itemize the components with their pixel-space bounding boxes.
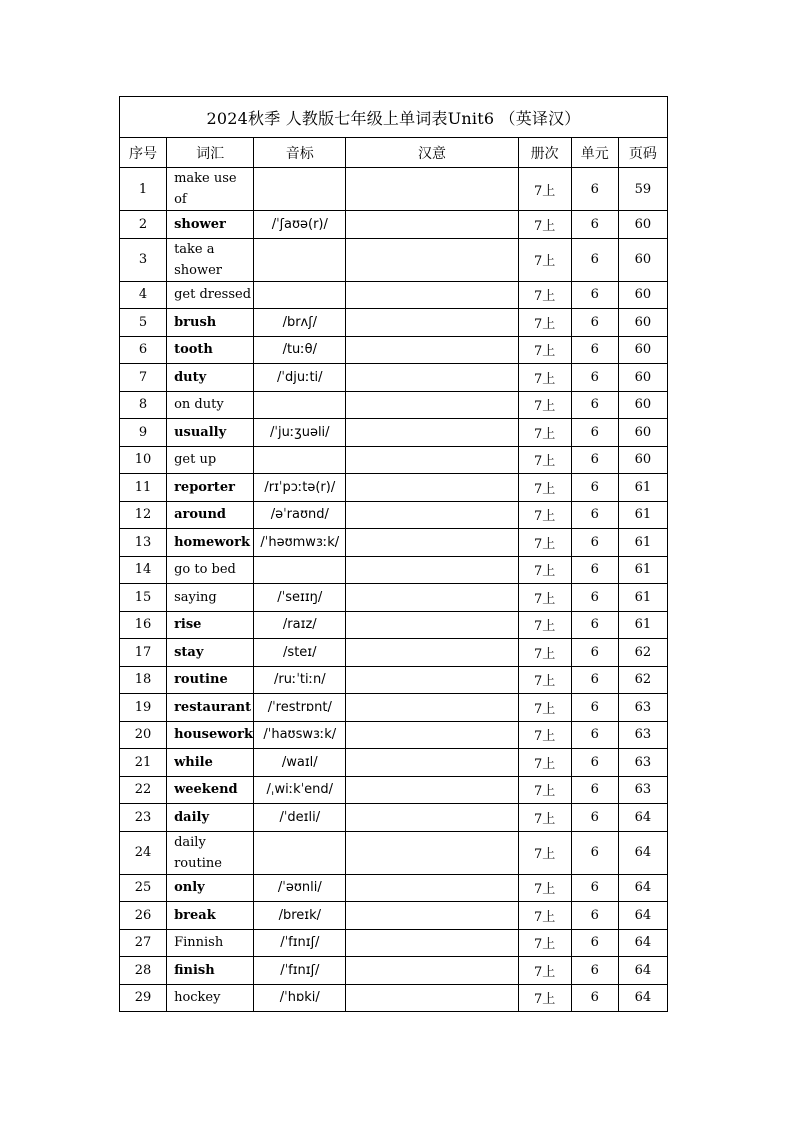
row-number: 25	[120, 874, 167, 902]
table-row	[120, 309, 668, 337]
row-number: 2	[120, 211, 167, 239]
row-meaning	[346, 446, 518, 474]
row-meaning	[346, 529, 518, 557]
row-page: 61	[618, 529, 667, 557]
header-row	[120, 138, 668, 168]
row-word: get dressed	[167, 281, 254, 309]
table-row	[120, 721, 668, 749]
row-book: 7上	[518, 168, 571, 211]
row-phonetic: /waɪl/	[254, 749, 346, 777]
row-book: 7上	[518, 776, 571, 804]
row-word: homework	[167, 529, 254, 557]
row-book: 7上	[518, 694, 571, 722]
table-row	[120, 211, 668, 239]
row-number: 5	[120, 309, 167, 337]
row-page: 60	[618, 238, 667, 281]
row-book: 7上	[518, 364, 571, 392]
table-row	[120, 929, 668, 957]
row-meaning	[346, 474, 518, 502]
row-phonetic	[254, 281, 346, 309]
row-phonetic: /brʌʃ/	[254, 309, 346, 337]
row-number: 8	[120, 391, 167, 419]
row-number: 26	[120, 902, 167, 930]
row-book: 7上	[518, 446, 571, 474]
row-phonetic: /ˈfɪnɪʃ/	[254, 957, 346, 985]
row-book: 7上	[518, 929, 571, 957]
row-meaning	[346, 611, 518, 639]
row-book: 7上	[518, 902, 571, 930]
row-unit: 6	[571, 336, 618, 364]
row-phonetic: /breɪk/	[254, 902, 346, 930]
row-phonetic: /əˈraʊnd/	[254, 501, 346, 529]
row-word: break	[167, 902, 254, 930]
row-unit: 6	[571, 929, 618, 957]
row-number: 15	[120, 584, 167, 612]
row-phonetic: /ˈseɪɪŋ/	[254, 584, 346, 612]
row-word: daily	[167, 804, 254, 832]
table-row	[120, 902, 668, 930]
row-book: 7上	[518, 984, 571, 1012]
row-number: 18	[120, 666, 167, 694]
row-meaning	[346, 238, 518, 281]
row-word: hockey	[167, 984, 254, 1012]
row-book: 7上	[518, 721, 571, 749]
row-unit: 6	[571, 902, 618, 930]
table-row	[120, 611, 668, 639]
row-meaning	[346, 831, 518, 874]
row-phonetic: /rɪˈpɔːtə(r)/	[254, 474, 346, 502]
row-book: 7上	[518, 831, 571, 874]
row-word: make use of	[167, 168, 254, 211]
row-meaning	[346, 556, 518, 584]
row-phonetic: /ˈdeɪli/	[254, 804, 346, 832]
row-number: 7	[120, 364, 167, 392]
row-number: 28	[120, 957, 167, 985]
row-word: finish	[167, 957, 254, 985]
row-unit: 6	[571, 611, 618, 639]
row-page: 61	[618, 474, 667, 502]
row-unit: 6	[571, 584, 618, 612]
row-word: tooth	[167, 336, 254, 364]
row-unit: 6	[571, 666, 618, 694]
row-phonetic: /ˈhaʊswɜːk/	[254, 721, 346, 749]
row-word: routine	[167, 666, 254, 694]
row-number: 6	[120, 336, 167, 364]
row-phonetic	[254, 168, 346, 211]
header-page: 页码	[618, 138, 667, 168]
row-page: 60	[618, 419, 667, 447]
header-phonetic: 音标	[254, 138, 346, 168]
row-phonetic	[254, 391, 346, 419]
row-phonetic: /ˌwiːkˈend/	[254, 776, 346, 804]
row-page: 61	[618, 501, 667, 529]
row-page: 63	[618, 694, 667, 722]
row-word: duty	[167, 364, 254, 392]
row-book: 7上	[518, 556, 571, 584]
row-phonetic: /ˈdjuːti/	[254, 364, 346, 392]
row-book: 7上	[518, 309, 571, 337]
row-meaning	[346, 419, 518, 447]
row-phonetic	[254, 238, 346, 281]
row-page: 61	[618, 611, 667, 639]
row-meaning	[346, 804, 518, 832]
row-book: 7上	[518, 211, 571, 239]
table-row	[120, 391, 668, 419]
row-page: 64	[618, 831, 667, 874]
row-book: 7上	[518, 584, 571, 612]
row-meaning	[346, 639, 518, 667]
table-row	[120, 831, 668, 874]
row-unit: 6	[571, 446, 618, 474]
table-title: 2024秋季 人教版七年级上单词表Unit6 （英译汉）	[120, 97, 668, 138]
row-meaning	[346, 694, 518, 722]
row-book: 7上	[518, 804, 571, 832]
row-phonetic: /ˈrestrɒnt/	[254, 694, 346, 722]
table-row	[120, 776, 668, 804]
row-number: 27	[120, 929, 167, 957]
header-word: 词汇	[167, 138, 254, 168]
row-page: 60	[618, 336, 667, 364]
row-meaning	[346, 309, 518, 337]
row-word: rise	[167, 611, 254, 639]
header-unit: 单元	[571, 138, 618, 168]
row-number: 1	[120, 168, 167, 211]
row-page: 64	[618, 957, 667, 985]
table-row	[120, 556, 668, 584]
row-number: 24	[120, 831, 167, 874]
row-number: 4	[120, 281, 167, 309]
row-word: daily routine	[167, 831, 254, 874]
row-word: shower	[167, 211, 254, 239]
row-page: 60	[618, 309, 667, 337]
row-unit: 6	[571, 804, 618, 832]
row-unit: 6	[571, 168, 618, 211]
row-unit: 6	[571, 501, 618, 529]
header-num: 序号	[120, 138, 167, 168]
row-phonetic: /raɪz/	[254, 611, 346, 639]
row-page: 63	[618, 721, 667, 749]
row-word: reporter	[167, 474, 254, 502]
row-page: 64	[618, 874, 667, 902]
row-unit: 6	[571, 957, 618, 985]
row-unit: 6	[571, 309, 618, 337]
row-phonetic	[254, 556, 346, 584]
row-book: 7上	[518, 666, 571, 694]
row-meaning	[346, 929, 518, 957]
row-page: 64	[618, 984, 667, 1012]
row-phonetic: /steɪ/	[254, 639, 346, 667]
header-book: 册次	[518, 138, 571, 168]
row-phonetic: /ˈfɪnɪʃ/	[254, 929, 346, 957]
row-unit: 6	[571, 721, 618, 749]
row-book: 7上	[518, 874, 571, 902]
row-unit: 6	[571, 874, 618, 902]
row-page: 64	[618, 902, 667, 930]
table-row	[120, 364, 668, 392]
table-row	[120, 749, 668, 777]
table-row	[120, 446, 668, 474]
row-phonetic: /ˈʃaʊə(r)/	[254, 211, 346, 239]
row-word: brush	[167, 309, 254, 337]
row-unit: 6	[571, 556, 618, 584]
row-number: 3	[120, 238, 167, 281]
row-meaning	[346, 957, 518, 985]
row-unit: 6	[571, 529, 618, 557]
row-number: 20	[120, 721, 167, 749]
row-meaning	[346, 211, 518, 239]
row-word: get up	[167, 446, 254, 474]
row-meaning	[346, 336, 518, 364]
row-word: housework	[167, 721, 254, 749]
row-meaning	[346, 364, 518, 392]
table-row	[120, 804, 668, 832]
row-number: 17	[120, 639, 167, 667]
row-unit: 6	[571, 419, 618, 447]
table-row	[120, 529, 668, 557]
row-meaning	[346, 501, 518, 529]
row-word: weekend	[167, 776, 254, 804]
table-row	[120, 501, 668, 529]
row-page: 62	[618, 639, 667, 667]
row-meaning	[346, 776, 518, 804]
table-row	[120, 874, 668, 902]
row-word: only	[167, 874, 254, 902]
row-number: 22	[120, 776, 167, 804]
row-number: 10	[120, 446, 167, 474]
table-row	[120, 584, 668, 612]
row-page: 61	[618, 584, 667, 612]
row-book: 7上	[518, 639, 571, 667]
header-meaning: 汉意	[346, 138, 518, 168]
row-meaning	[346, 391, 518, 419]
row-page: 59	[618, 168, 667, 211]
row-number: 21	[120, 749, 167, 777]
table-row	[120, 474, 668, 502]
row-phonetic: /ˈəʊnli/	[254, 874, 346, 902]
row-book: 7上	[518, 474, 571, 502]
row-meaning	[346, 749, 518, 777]
table-row	[120, 666, 668, 694]
row-unit: 6	[571, 639, 618, 667]
row-word: Finnish	[167, 929, 254, 957]
row-word: around	[167, 501, 254, 529]
row-number: 9	[120, 419, 167, 447]
row-number: 12	[120, 501, 167, 529]
row-page: 60	[618, 281, 667, 309]
row-meaning	[346, 666, 518, 694]
row-phonetic	[254, 831, 346, 874]
row-word: restaurant	[167, 694, 254, 722]
row-phonetic: /ruːˈtiːn/	[254, 666, 346, 694]
row-page: 62	[618, 666, 667, 694]
row-book: 7上	[518, 419, 571, 447]
row-page: 64	[618, 804, 667, 832]
row-meaning	[346, 721, 518, 749]
row-word: while	[167, 749, 254, 777]
row-page: 60	[618, 446, 667, 474]
row-meaning	[346, 902, 518, 930]
row-unit: 6	[571, 211, 618, 239]
row-book: 7上	[518, 501, 571, 529]
row-page: 60	[618, 211, 667, 239]
table-row	[120, 238, 668, 281]
table-row	[120, 639, 668, 667]
row-meaning	[346, 584, 518, 612]
row-unit: 6	[571, 984, 618, 1012]
row-word: go to bed	[167, 556, 254, 584]
row-number: 16	[120, 611, 167, 639]
row-phonetic: /tuːθ/	[254, 336, 346, 364]
row-number: 29	[120, 984, 167, 1012]
row-book: 7上	[518, 391, 571, 419]
row-page: 64	[618, 929, 667, 957]
table-row	[120, 694, 668, 722]
row-page: 60	[618, 364, 667, 392]
row-unit: 6	[571, 776, 618, 804]
row-unit: 6	[571, 694, 618, 722]
row-number: 19	[120, 694, 167, 722]
row-unit: 6	[571, 474, 618, 502]
row-page: 61	[618, 556, 667, 584]
table-row	[120, 957, 668, 985]
row-unit: 6	[571, 281, 618, 309]
row-book: 7上	[518, 611, 571, 639]
row-number: 14	[120, 556, 167, 584]
row-unit: 6	[571, 364, 618, 392]
row-book: 7上	[518, 749, 571, 777]
row-page: 63	[618, 776, 667, 804]
vocabulary-table	[119, 96, 668, 1012]
row-unit: 6	[571, 391, 618, 419]
row-meaning	[346, 168, 518, 211]
row-word: take a shower	[167, 238, 254, 281]
row-page: 60	[618, 391, 667, 419]
row-phonetic	[254, 446, 346, 474]
row-book: 7上	[518, 238, 571, 281]
table-row	[120, 984, 668, 1012]
row-number: 23	[120, 804, 167, 832]
row-word: stay	[167, 639, 254, 667]
table-row	[120, 336, 668, 364]
row-book: 7上	[518, 281, 571, 309]
row-word: on duty	[167, 391, 254, 419]
row-number: 13	[120, 529, 167, 557]
table-row	[120, 281, 668, 309]
row-meaning	[346, 874, 518, 902]
row-phonetic: /ˈhəʊmwɜːk/	[254, 529, 346, 557]
row-meaning	[346, 984, 518, 1012]
row-number: 11	[120, 474, 167, 502]
row-word: usually	[167, 419, 254, 447]
row-phonetic: /ˈjuːʒuəli/	[254, 419, 346, 447]
row-word: saying	[167, 584, 254, 612]
row-unit: 6	[571, 831, 618, 874]
row-book: 7上	[518, 957, 571, 985]
row-unit: 6	[571, 238, 618, 281]
row-unit: 6	[571, 749, 618, 777]
row-meaning	[346, 281, 518, 309]
row-book: 7上	[518, 336, 571, 364]
row-phonetic: /ˈhɒki/	[254, 984, 346, 1012]
table-row	[120, 419, 668, 447]
row-page: 63	[618, 749, 667, 777]
table-row	[120, 168, 668, 211]
row-book: 7上	[518, 529, 571, 557]
